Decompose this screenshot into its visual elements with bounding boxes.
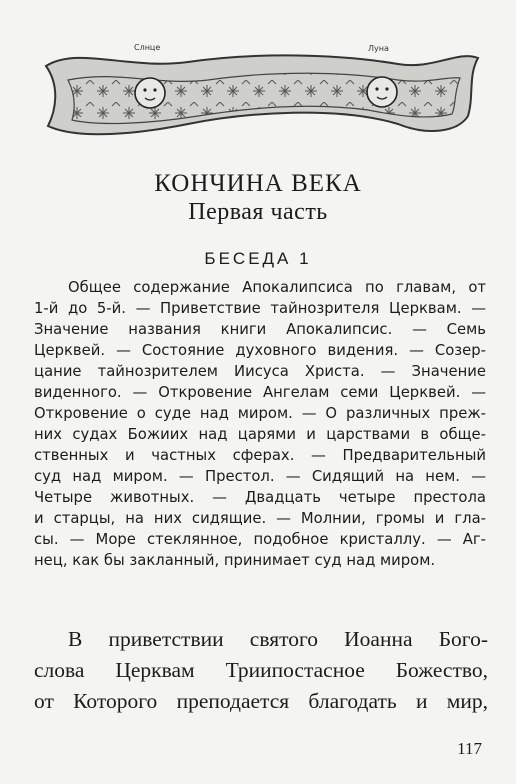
body-line: В приветствии святого Иоанна Бого- bbox=[68, 627, 488, 651]
body-line: слова Церквам Триипостасное Божество, bbox=[34, 658, 488, 682]
summary-line: Общее содержание Апокалипсиса по главам, от bbox=[68, 279, 486, 296]
summary-line: сы. — Море стеклянное, подобное кристаллу. — Аг- bbox=[34, 531, 486, 548]
summary-line: нец, как бы закланный, принимает суд над миром. bbox=[34, 552, 436, 569]
sun-face-icon bbox=[135, 78, 165, 108]
summary-line: них судах Божиих над царями и царствами в обще- bbox=[34, 426, 486, 443]
summary-line: Четыре животных. — Двадцать четыре престола bbox=[34, 489, 486, 506]
body-paragraph bbox=[34, 624, 488, 717]
summary-line: 1-й до 5-й. — Приветствие тайнозрителя Церквам. — bbox=[34, 300, 486, 317]
moon-face-icon bbox=[367, 77, 397, 107]
moon-label: Луна bbox=[368, 44, 389, 53]
chapter-title: КОНЧИНА ВЕКА bbox=[154, 170, 362, 197]
summary-line: Откровение о суде над миром. — О различных преж- bbox=[34, 405, 486, 422]
summary-line: цание тайнозрителем Иисуса Христа. — Значение bbox=[34, 363, 486, 380]
headpiece-ornament bbox=[38, 36, 484, 148]
chapter-subtitle: Первая часть bbox=[188, 199, 328, 225]
summary-line: и старцы, на них сидящие. — Молнии, громы и гла- bbox=[34, 510, 486, 527]
conversation-heading: БЕСЕДА 1 bbox=[204, 249, 312, 268]
summary-line: Церквей. — Состояние духовного видения. — Созер- bbox=[34, 342, 486, 359]
summary-line: суд над миром. — Престол. — Сидящий на нем. — bbox=[34, 468, 486, 485]
body-line: от Которого преподается благодать и мир, bbox=[34, 689, 488, 713]
summary-line: виденного. — Откровение Ангелам семи Церквей. — bbox=[34, 384, 486, 401]
summary-line: ственных и частных сферах. — Предварительный bbox=[34, 447, 486, 464]
summary-line: Значение названия книги Апокалипсис. — Семь bbox=[34, 321, 486, 338]
chapter-summary bbox=[34, 277, 486, 571]
sun-label: Слнце bbox=[134, 43, 161, 52]
page-number: 117 bbox=[457, 739, 482, 758]
